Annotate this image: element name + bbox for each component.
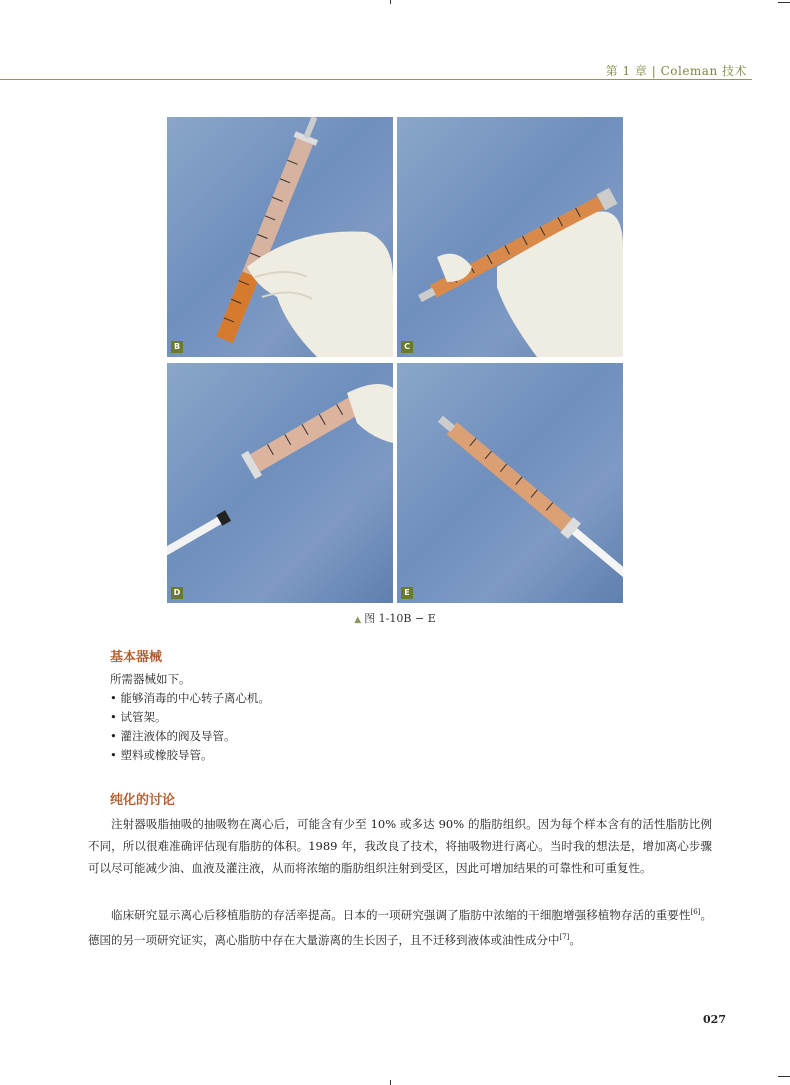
- list-item: • 塑料或橡胶导管。: [110, 746, 212, 764]
- citation-ref-6: [6]: [690, 908, 701, 916]
- figure-panel-b: [167, 117, 393, 357]
- crop-mark-top: [390, 0, 391, 4]
- figure-grid: [167, 117, 623, 603]
- section-heading-equipment: 基本器械: [110, 650, 163, 665]
- section-heading-purification: 纯化的讨论: [110, 793, 176, 808]
- running-head: 第 1 章 | Coleman 技术: [605, 64, 747, 78]
- page-number: 027: [703, 1013, 726, 1026]
- caption-triangle-icon: ▲: [354, 615, 362, 625]
- paragraph-2-mid: 。德国的另一项研究证实，离心脂肪中存在大量游离的生长因子，且不迁移到液体或油性成分中: [88, 907, 712, 947]
- photo-syringe-b: [167, 117, 393, 357]
- list-item: • 灌注液体的阀及导管。: [110, 727, 235, 745]
- paragraph-1: 注射器吸脂抽吸的抽吸物在离心后，可能含有少至 10% 或多达 90% 的脂肪组织。因为每个样本含有的活性脂肪比例不同，所以很难准确评估现有脂肪的体积。1989 年，我改良了技术，将抽吸物进行离心。当时我的想法是，增加离心步骤可以尽可能减少油、血液及灌注液，从而将浓缩的脂肪组织注射到受区，因此可增加结果的可靠性和可重复性。: [88, 817, 712, 875]
- photo-syringe-e: [397, 363, 623, 603]
- citation-ref-7: [7]: [559, 932, 570, 941]
- figure-panel-c: [397, 117, 623, 357]
- paragraph-2-end: 。: [569, 932, 581, 947]
- crop-mark-top-right: [778, 2, 790, 3]
- figure-panel-e: [397, 363, 623, 603]
- crop-mark-bottom-right: [778, 1076, 790, 1077]
- list-item: • 能够消毒的中心转子离心机。: [110, 689, 270, 707]
- crop-mark-bottom: [390, 1080, 391, 1085]
- panel-label-c: C: [401, 341, 413, 353]
- panel-label-e: E: [401, 587, 413, 599]
- figure-caption-text: 图 1-10B − E: [364, 612, 436, 625]
- header-rule: [0, 79, 752, 80]
- photo-syringe-c: [397, 117, 623, 357]
- equipment-intro: 所需器械如下。: [110, 672, 191, 686]
- panel-label-b: B: [171, 341, 183, 353]
- panel-label-d: D: [171, 587, 183, 599]
- photo-syringe-d: [167, 363, 393, 603]
- paragraph-2-text: 临床研究显示离心后移植脂肪的存活率提高。日本的一项研究强调了脂肪中浓缩的干细胞增强移植物存活的重要性: [111, 907, 691, 922]
- figure-panel-d: [167, 363, 393, 603]
- figure-caption: [0, 610, 790, 626]
- paragraph-2: [88, 901, 712, 951]
- list-item: • 试管架。: [110, 708, 166, 726]
